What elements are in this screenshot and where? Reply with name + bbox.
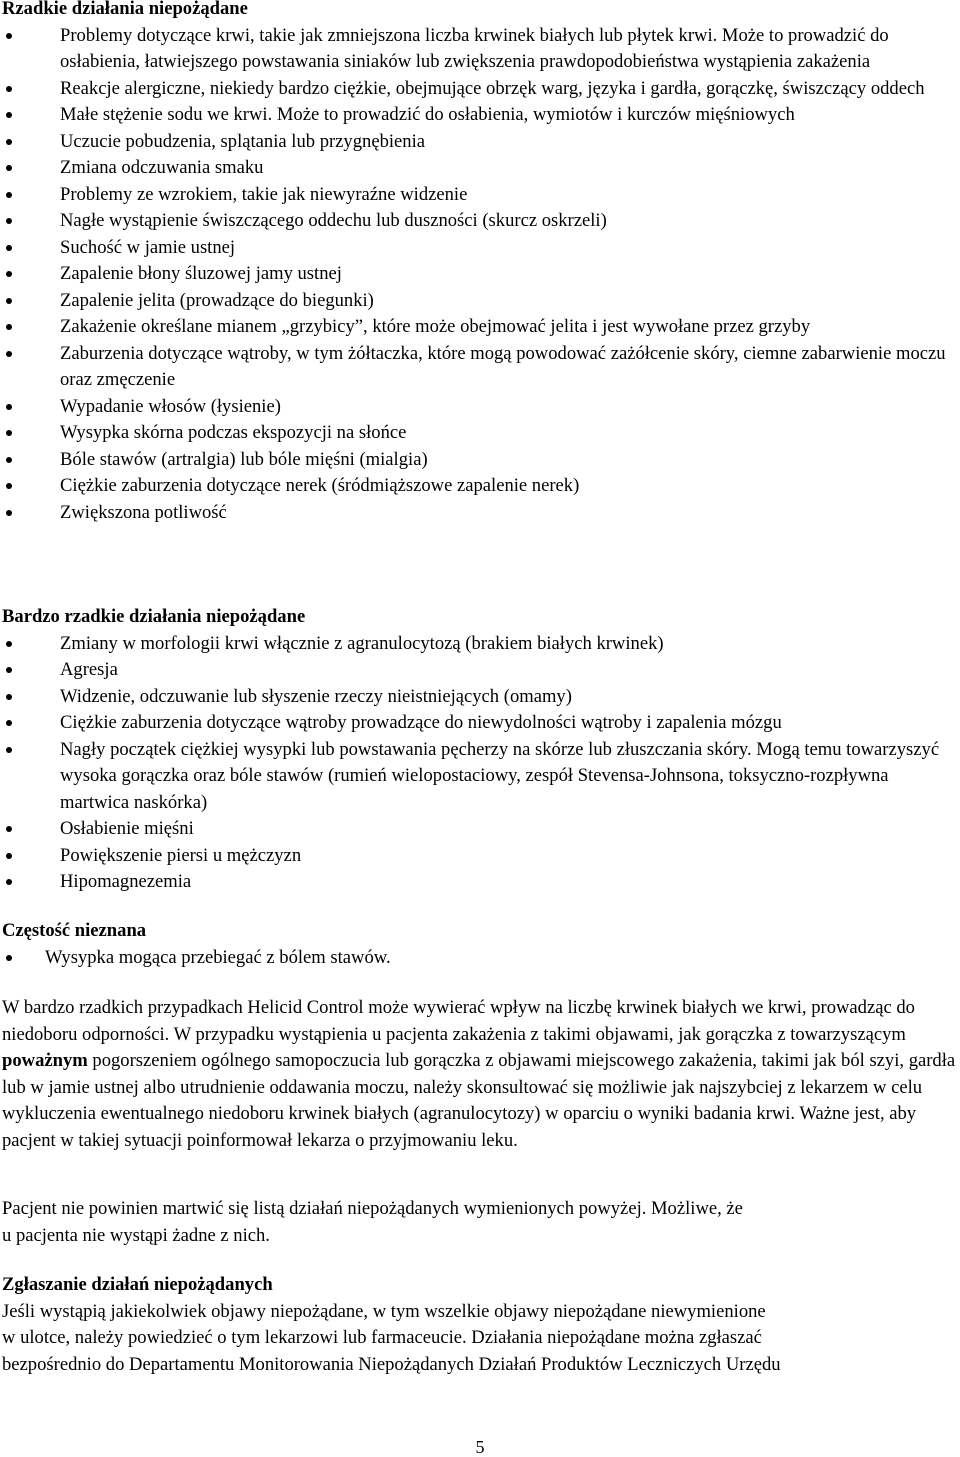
unknown-frequency-list bbox=[2, 945, 958, 972]
rare-side-effects-list bbox=[2, 23, 958, 527]
paragraph-text: W bardzo rzadkich przypadkach Helicid Control może wywierać wpływ na liczbę krwinek białych we krwi, prowadząc do niedoboru odporności. W przypadku wystąpienia u pacjenta zakażenia z takimi objawami, jak gorączka z towarzyszącym bbox=[2, 997, 915, 1045]
list-item: Powiększenie piersi u mężczyzn bbox=[2, 843, 958, 870]
list-item: Nagłe wystąpienie świszczącego oddechu lub duszności (skurcz oskrzeli) bbox=[2, 208, 958, 235]
list-item: Zapalenie jelita (prowadzące do biegunki) bbox=[2, 288, 958, 315]
list-item: Agresja bbox=[2, 657, 958, 684]
list-item: Problemy ze wzrokiem, takie jak niewyraźne widzenie bbox=[2, 182, 958, 209]
list-item: Uczucie pobudzenia, splątania lub przygnębienia bbox=[2, 129, 958, 156]
paragraph-line: Pacjent nie powinien martwić się listą działań niepożądanych wymienionych powyżej. Możliwe, że bbox=[2, 1198, 743, 1219]
paragraph-text: pogorszeniem ogólnego samopoczucia lub gorączka z objawami miejscowego zakażenia, takimi jak ból szyi, gardła lub w jamie ustnej albo utrudnienie oddawania moczu, należy skonsultować się możliwie jak najszybciej z lekarzem w celu wykluczenia ewentualnego niedoboru krwinek białych (agranulocytozy) w oparciu o wyniki badania krwi. Ważne jest, aby pacjent w takiej sytuacji poinformował lekarza o przyjmowaniu leku. bbox=[2, 1050, 956, 1151]
list-item: Wysypka mogąca przebiegać z bólem stawów. bbox=[2, 945, 958, 972]
list-item: Reakcje alergiczne, niekiedy bardzo ciężkie, obejmujące obrzęk warg, języka i gardła, gorączkę, świszczący oddech bbox=[2, 76, 958, 103]
list-item: Małe stężenie sodu we krwi. Może to prowadzić do osłabienia, wymiotów i kurczów mięśniowych bbox=[2, 102, 958, 129]
paragraph-line: Jeśli wystąpią jakiekolwiek objawy niepożądane, w tym wszelkie objawy niepożądane niewymienione bbox=[2, 1300, 766, 1322]
list-item: Ciężkie zaburzenia dotyczące wątroby prowadzące do niewydolności wątroby i zapalenia mózgu bbox=[2, 710, 958, 737]
paragraph-line: w ulotce, należy powiedzieć o tym lekarzowi lub farmaceucie. Działania niepożądane można zgłaszać bbox=[2, 1327, 762, 1348]
list-item: Zapalenie błony śluzowej jamy ustnej bbox=[2, 261, 958, 288]
paragraph-line: bezpośrednio do Departamentu Monitorowania Niepożądanych Działań Produktów Leczniczych Urzędu bbox=[2, 1353, 781, 1375]
unknown-frequency-heading: Częstość nieznana bbox=[2, 920, 147, 941]
rare-side-effects-heading: Rzadkie działania niepożądane bbox=[2, 0, 248, 19]
list-item: Bóle stawów (artralgia) lub bóle mięśni (mialgia) bbox=[2, 447, 958, 474]
list-item: Zmiana odczuwania smaku bbox=[2, 155, 958, 182]
page-number: 5 bbox=[475, 1437, 485, 1457]
reassurance-paragraph bbox=[2, 1196, 958, 1249]
list-item: Zaburzenia dotyczące wątroby, w tym żółtaczka, które mogą powodować zażółcenie skóry, ciemne zabarwienie moczu oraz zmęczenie bbox=[2, 341, 958, 394]
list-item: Problemy dotyczące krwi, takie jak zmniejszona liczba krwinek białych lub płytek krwi. Może to prowadzić do osłabienia, łatwiejszego powstawania siniaków lub zwiększenia prawdopodobieństwa wystąpienia zakażenia bbox=[2, 23, 958, 76]
list-item: Zmiany w morfologii krwi włącznie z agranulocytozą (brakiem białych krwinek) bbox=[2, 631, 958, 658]
very-rare-side-effects-section bbox=[2, 604, 958, 896]
list-item: Widzenie, odczuwanie lub słyszenie rzeczy nieistniejących (omamy) bbox=[2, 684, 958, 711]
list-item: Hipomagnezemia bbox=[2, 869, 958, 896]
reporting-heading: Zgłaszanie działań niepożądanych bbox=[2, 1274, 273, 1295]
list-item: Zakażenie określane mianem „grzybicy”, które może obejmować jelita i jest wywołane przez grzyby bbox=[2, 314, 958, 341]
unknown-frequency-section bbox=[2, 918, 958, 971]
leukocyte-warning-paragraph bbox=[2, 995, 958, 1154]
list-item: Wysypka skórna podczas ekspozycji na słońce bbox=[2, 420, 958, 447]
reporting-section bbox=[2, 1272, 958, 1378]
list-item: Wypadanie włosów (łysienie) bbox=[2, 394, 958, 421]
very-rare-side-effects-heading: Bardzo rzadkie działania niepożądane bbox=[2, 606, 306, 627]
list-item: Zwiększona potliwość bbox=[2, 500, 958, 527]
bold-emphasis: poważnym bbox=[2, 1050, 88, 1071]
very-rare-side-effects-list bbox=[2, 631, 958, 896]
list-item: Osłabienie mięśni bbox=[2, 816, 958, 843]
paragraph-line: u pacjenta nie wystąpi żadne z nich. bbox=[2, 1224, 270, 1246]
rare-side-effects-section bbox=[2, 0, 958, 526]
list-item: Ciężkie zaburzenia dotyczące nerek (śródmiąższowe zapalenie nerek) bbox=[2, 473, 958, 500]
list-item: Suchość w jamie ustnej bbox=[2, 235, 958, 262]
list-item: Nagły początek ciężkiej wysypki lub powstawania pęcherzy na skórze lub złuszczania skóry. Mogą temu towarzyszyć wysoka gorączka oraz bóle stawów (rumień wielopostaciowy, zespół Stevensa-Johnsona, toksyczno-rozpływna martwica naskórka) bbox=[2, 737, 958, 817]
